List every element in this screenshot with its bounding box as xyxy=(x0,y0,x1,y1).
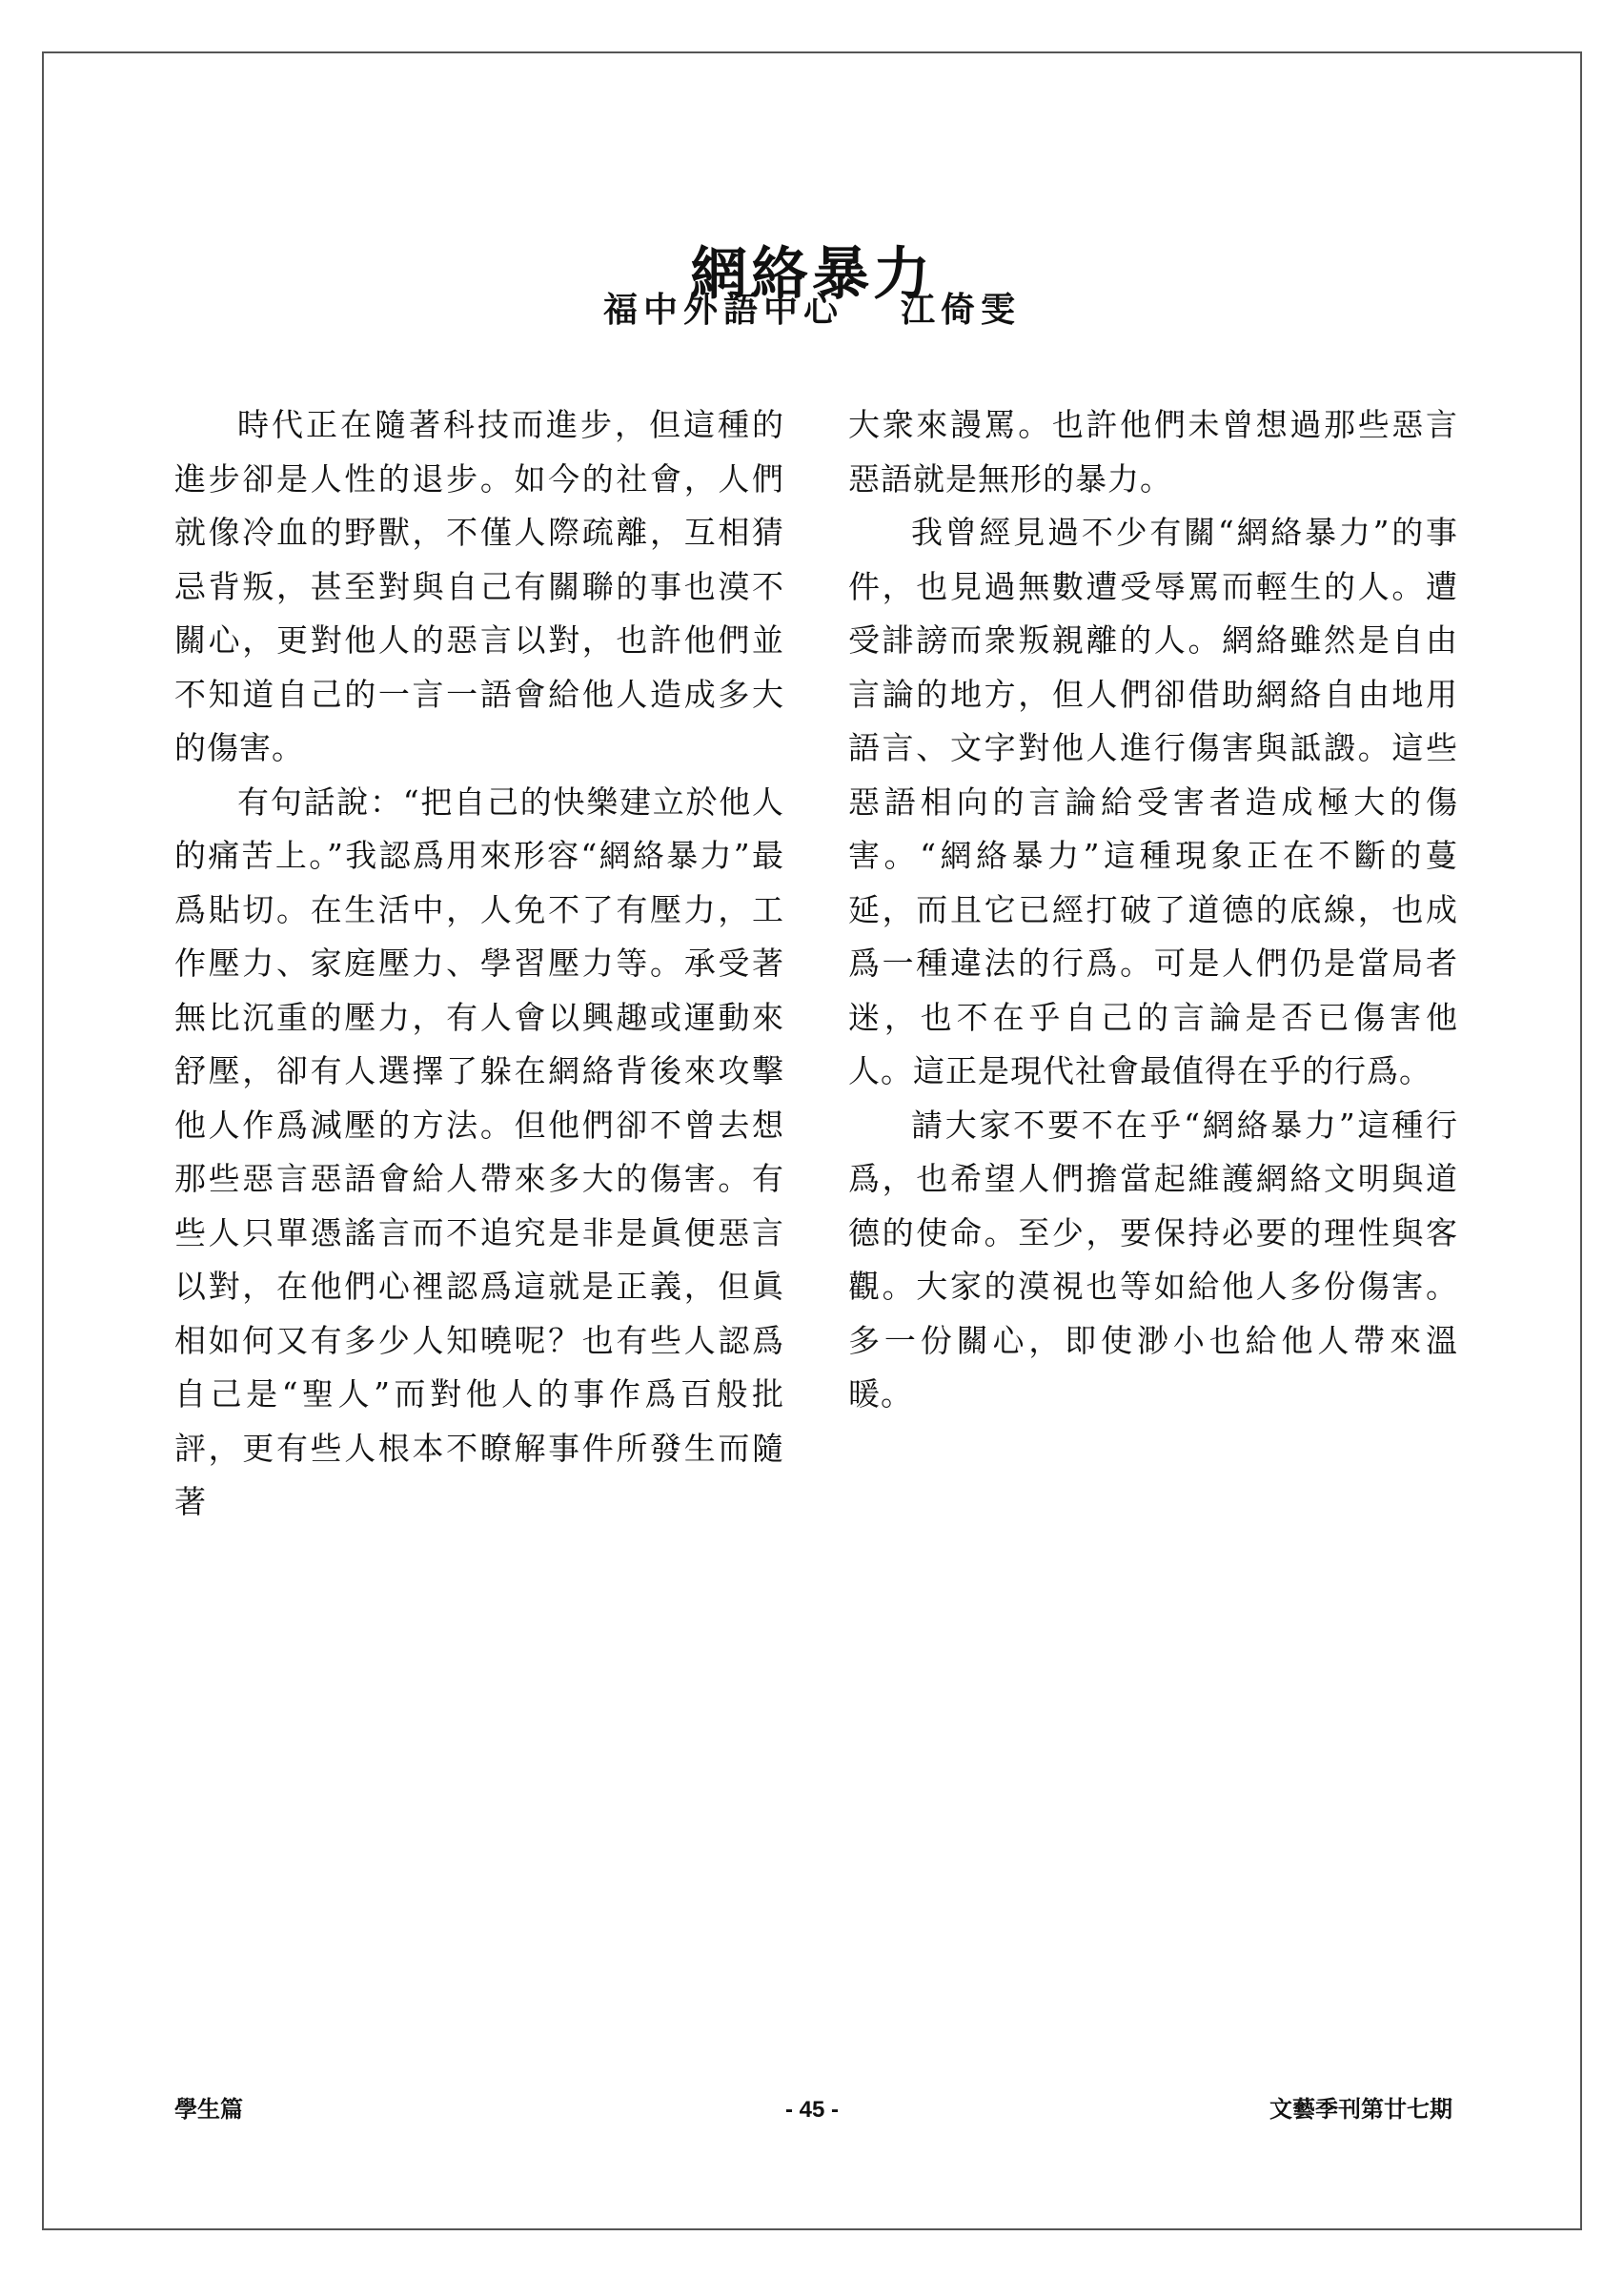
paragraph: 我曾經見過不少有關“網絡暴力”的事件，也見過無數遭受辱罵而輕生的人。遭受誹謗而衆叛親離的人。網絡雖然是自由言論的地方，但人們卻借助網絡自由地用語言、文字對他人進行傷害與詆譭。這些惡語相向的言論給受害者造成極大的傷害。“網絡暴力”這種現象正在不斷的蔓延，而且它已經打破了道德的底線，也成爲一種違法的行爲。可是人們仍是當局者迷，也不在乎自己的言論是否已傷害他人。這正是現代社會最值得在乎的行爲。 xyxy=(848,514,1458,1089)
article-byline xyxy=(0,286,1624,334)
author-unit: 福中外語中心 xyxy=(602,290,843,330)
footer-page-number: - 45 - xyxy=(784,2097,839,2123)
author-name: 江倚雯 xyxy=(901,290,1022,330)
paragraph: 大衆來謾罵。也許他們未曾想過那些惡言惡語就是無形的暴力。 xyxy=(848,406,1458,498)
paragraph: 請大家不要不在乎“網絡暴力”這種行爲，也希望人們擔當起維護網絡文明與道德的使命。至少，要保持必要的理性與客觀。大家的漠視也等如給他人多份傷害。多一份關心，即使渺小也給他人帶來溫暖。 xyxy=(848,1106,1458,1413)
footer-section-label: 學生篇 xyxy=(174,2097,243,2123)
text-column-right xyxy=(848,398,1458,1422)
article-title: 網絡暴力 xyxy=(690,241,934,309)
paragraph: 有句話說：“把自己的快樂建立於他人的痛苦上。”我認爲用來形容“網絡暴力”最爲貼切。在生活中，人免不了有壓力，工作壓力、家庭壓力、學習壓力等。承受著無比沉重的壓力，有人會以興趣或運動來舒壓，卻有人選擇了躲在網絡背後來攻擊他人作爲減壓的方法。但他們卻不曾去想那些惡言惡語會給人帶來多大的傷害。有些人只單憑謠言而不追究是非是眞便惡言以對，在他們心裡認爲這就是正義，但眞相如何又有多少人知曉呢？也有些人認爲自己是“聖人”而對他人的事作爲百般批評，更有些人根本不瞭解事件所發生而隨著 xyxy=(174,783,784,1520)
text-column-left xyxy=(174,398,784,1530)
paragraph: 時代正在隨著科技而進步，但這種的進步卻是人性的退步。如今的社會，人們就像冷血的野獸，不僅人際疏離，互相猜忌背叛，甚至對與自己有關聯的事也漠不關心，更對他人的惡言以對，也許他們並不知道自己的一言一語會給他人造成多大的傷害。 xyxy=(174,406,784,766)
footer-publication: 文藝季刊第廿七期 xyxy=(1269,2097,1452,2123)
